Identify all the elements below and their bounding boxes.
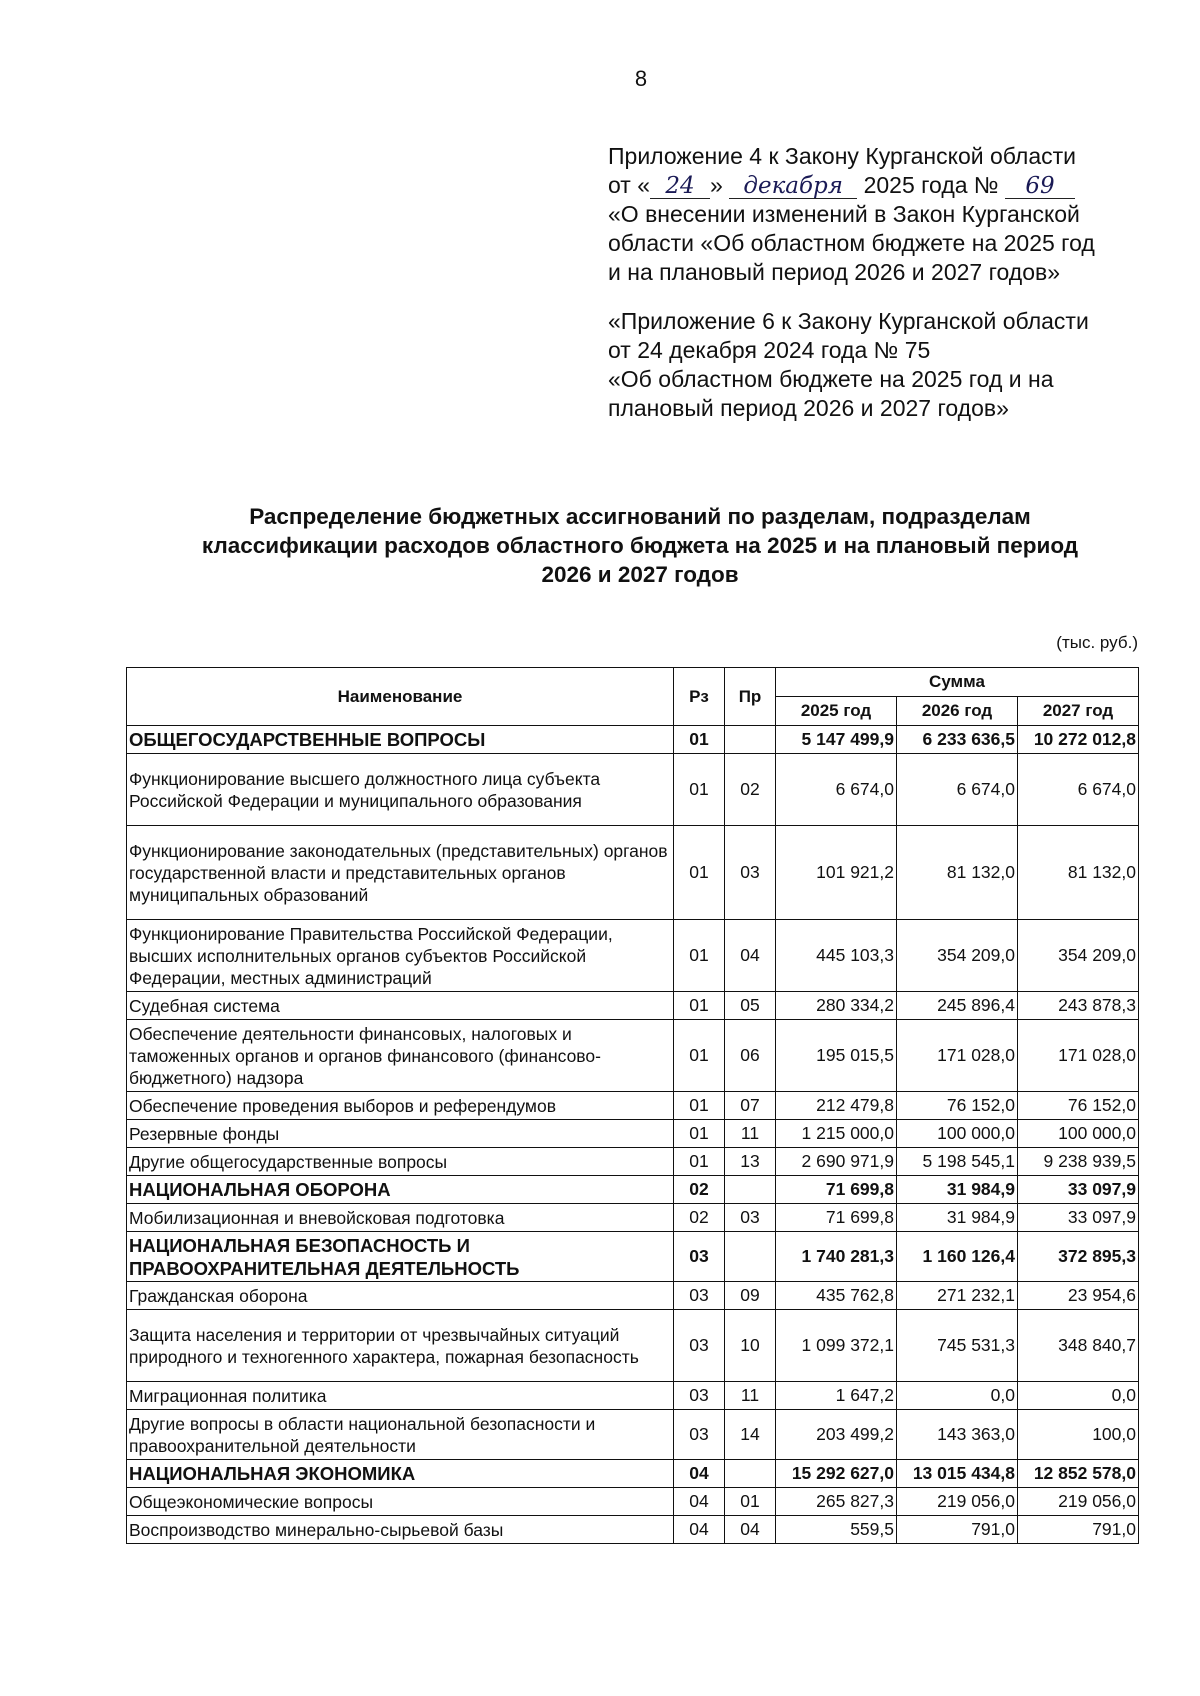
row-rz-cell: 03	[674, 1232, 725, 1282]
row-pr-cell: 01	[725, 1488, 776, 1516]
row-pr-cell	[725, 1232, 776, 1282]
row-name-cell: Судебная система	[127, 992, 674, 1020]
appendix-current-line4: области «Об областном бюджете на 2025 год	[608, 230, 1095, 256]
row-pr-cell: 04	[725, 1516, 776, 1544]
table-row	[127, 1176, 1139, 1204]
row-pr-cell	[725, 1460, 776, 1488]
units-label: (тыс. руб.)	[1056, 633, 1138, 652]
row-2025-cell: 71 699,8	[776, 1176, 897, 1204]
row-2026-cell: 271 232,1	[897, 1282, 1018, 1310]
row-pr-cell: 03	[725, 826, 776, 920]
row-2026-cell: 31 984,9	[897, 1204, 1018, 1232]
row-2026-cell: 31 984,9	[897, 1176, 1018, 1204]
row-2025-cell: 2 690 971,9	[776, 1148, 897, 1176]
row-pr-cell: 06	[725, 1020, 776, 1092]
row-name-cell: Функционирование высшего должностного лица субъекта Российской Федерации и муниципального образования	[127, 754, 674, 826]
table-row	[127, 1410, 1139, 1460]
row-name-cell: Другие вопросы в области национальной безопасности и правоохранительной деятельности	[127, 1410, 674, 1460]
row-2025-cell: 71 699,8	[776, 1204, 897, 1232]
row-2025-cell: 15 292 627,0	[776, 1460, 897, 1488]
table-row	[127, 1120, 1139, 1148]
table-row	[127, 726, 1139, 754]
appendix-original-block	[608, 307, 1148, 423]
row-pr-cell: 02	[725, 754, 776, 826]
page-number: 8	[634, 66, 648, 91]
appendix-current-line5: и на плановый период 2026 и 2027 годов»	[608, 259, 1060, 285]
row-name-cell: Воспроизводство минерально-сырьевой базы	[127, 1516, 674, 1544]
title-line2: классификации расходов областного бюджета на 2025 и на плановый период	[201, 533, 1079, 558]
row-2027-cell: 219 056,0	[1018, 1488, 1139, 1516]
row-rz-cell: 01	[674, 726, 725, 754]
row-pr-cell: 07	[725, 1092, 776, 1120]
row-2025-cell: 1 740 281,3	[776, 1232, 897, 1282]
row-rz-cell: 03	[674, 1382, 725, 1410]
row-rz-cell: 01	[674, 1148, 725, 1176]
header-2025: 2025 год	[776, 697, 897, 726]
row-2025-cell: 195 015,5	[776, 1020, 897, 1092]
row-rz-cell: 04	[674, 1460, 725, 1488]
handwritten-month: декабря	[729, 174, 857, 199]
table-row	[127, 1488, 1139, 1516]
row-rz-cell: 01	[674, 1092, 725, 1120]
date-year-text: 2025 года №	[863, 172, 999, 198]
table-row	[127, 1204, 1139, 1232]
row-name-cell: Мобилизационная и вневойсковая подготовка	[127, 1204, 674, 1232]
row-2027-cell: 33 097,9	[1018, 1176, 1139, 1204]
row-pr-cell: 09	[725, 1282, 776, 1310]
row-2027-cell: 6 674,0	[1018, 754, 1139, 826]
table-row	[127, 1092, 1139, 1120]
row-name-cell: Другие общегосударственные вопросы	[127, 1148, 674, 1176]
header-sum: Сумма	[776, 668, 1139, 697]
row-rz-cell: 03	[674, 1410, 725, 1460]
row-2027-cell: 791,0	[1018, 1516, 1139, 1544]
appendix-current-block	[608, 142, 1148, 287]
row-name-cell: НАЦИОНАЛЬНАЯ ЭКОНОМИКА	[127, 1460, 674, 1488]
table-row	[127, 920, 1139, 992]
row-pr-cell: 14	[725, 1410, 776, 1460]
header-2027: 2027 год	[1018, 697, 1139, 726]
row-2027-cell: 9 238 939,5	[1018, 1148, 1139, 1176]
table-row	[127, 1148, 1139, 1176]
row-2025-cell: 1 647,2	[776, 1382, 897, 1410]
appendix-current-line3: «О внесении изменений в Закон Курганской	[608, 201, 1080, 227]
handwritten-day: 24	[650, 174, 710, 199]
row-2027-cell: 100 000,0	[1018, 1120, 1139, 1148]
header-2026: 2026 год	[897, 697, 1018, 726]
row-2026-cell: 6 674,0	[897, 754, 1018, 826]
row-2025-cell: 1 099 372,1	[776, 1310, 897, 1382]
row-rz-cell: 02	[674, 1204, 725, 1232]
appendix-current-date-line	[608, 171, 1148, 200]
row-2026-cell: 143 363,0	[897, 1410, 1018, 1460]
row-pr-cell: 04	[725, 920, 776, 992]
handwritten-law-number: 69	[1005, 174, 1075, 199]
row-rz-cell: 04	[674, 1488, 725, 1516]
row-name-cell: Функционирование законодательных (представительных) органов государственной власти и представительных органов муниципальных образований	[127, 826, 674, 920]
row-2026-cell: 171 028,0	[897, 1020, 1018, 1092]
appendix-original-line1: «Приложение 6 к Закону Курганской области	[608, 308, 1089, 334]
row-2025-cell: 280 334,2	[776, 992, 897, 1020]
table-row	[127, 992, 1139, 1020]
row-name-cell: НАЦИОНАЛЬНАЯ ОБОРОНА	[127, 1176, 674, 1204]
row-2027-cell: 12 852 578,0	[1018, 1460, 1139, 1488]
table-row	[127, 1232, 1139, 1282]
table-row	[127, 1460, 1139, 1488]
table-row	[127, 1310, 1139, 1382]
row-2025-cell: 445 103,3	[776, 920, 897, 992]
row-name-cell: Общеэкономические вопросы	[127, 1488, 674, 1516]
row-pr-cell: 13	[725, 1148, 776, 1176]
row-name-cell: Резервные фонды	[127, 1120, 674, 1148]
row-pr-cell: 03	[725, 1204, 776, 1232]
table-row	[127, 826, 1139, 920]
title-line1: Распределение бюджетных ассигнований по разделам, подразделам	[249, 504, 1031, 529]
row-pr-cell: 11	[725, 1382, 776, 1410]
row-2025-cell: 1 215 000,0	[776, 1120, 897, 1148]
row-2025-cell: 6 674,0	[776, 754, 897, 826]
row-pr-cell	[725, 726, 776, 754]
table-row	[127, 754, 1139, 826]
row-rz-cell: 02	[674, 1176, 725, 1204]
row-2026-cell: 354 209,0	[897, 920, 1018, 992]
row-rz-cell: 01	[674, 992, 725, 1020]
row-name-cell: ОБЩЕГОСУДАРСТВЕННЫЕ ВОПРОСЫ	[127, 726, 674, 754]
row-2026-cell: 1 160 126,4	[897, 1232, 1018, 1282]
row-name-cell: Обеспечение проведения выборов и референдумов	[127, 1092, 674, 1120]
table-row	[127, 1020, 1139, 1092]
row-name-cell: Функционирование Правительства Российской Федерации, высших исполнительных органов субъектов Российской Федерации, местных администраций	[127, 920, 674, 992]
header-name: Наименование	[127, 668, 674, 726]
appendix-original-line3: «Об областном бюджете на 2025 год и на	[608, 366, 1054, 392]
row-2026-cell: 0,0	[897, 1382, 1018, 1410]
row-rz-cell: 01	[674, 826, 725, 920]
row-2027-cell: 0,0	[1018, 1382, 1139, 1410]
row-2027-cell: 372 895,3	[1018, 1232, 1139, 1282]
row-2025-cell: 435 762,8	[776, 1282, 897, 1310]
row-2026-cell: 745 531,3	[897, 1310, 1018, 1382]
row-name-cell: Миграционная политика	[127, 1382, 674, 1410]
row-pr-cell: 05	[725, 992, 776, 1020]
row-2027-cell: 10 272 012,8	[1018, 726, 1139, 754]
header-rz: Рз	[674, 668, 725, 726]
row-2026-cell: 81 132,0	[897, 826, 1018, 920]
row-2026-cell: 219 056,0	[897, 1488, 1018, 1516]
row-2026-cell: 791,0	[897, 1516, 1018, 1544]
date-prefix: от «	[608, 172, 651, 198]
budget-table	[126, 667, 1139, 1544]
row-pr-cell: 11	[725, 1120, 776, 1148]
row-pr-cell	[725, 1176, 776, 1204]
row-2026-cell: 245 896,4	[897, 992, 1018, 1020]
row-2026-cell: 6 233 636,5	[897, 726, 1018, 754]
row-2027-cell: 23 954,6	[1018, 1282, 1139, 1310]
row-rz-cell: 03	[674, 1310, 725, 1382]
row-2025-cell: 559,5	[776, 1516, 897, 1544]
row-name-cell: Защита населения и территории от чрезвычайных ситуаций природного и техногенного характера, пожарная безопасность	[127, 1310, 674, 1382]
table-row	[127, 1382, 1139, 1410]
row-rz-cell: 03	[674, 1282, 725, 1310]
table-body	[127, 726, 1139, 1544]
row-name-cell: Обеспечение деятельности финансовых, налоговых и таможенных органов и органов финансового (финансово-бюджетного) надзора	[127, 1020, 674, 1092]
row-rz-cell: 04	[674, 1516, 725, 1544]
table-row	[127, 1516, 1139, 1544]
header-pr: Пр	[725, 668, 776, 726]
row-2027-cell: 33 097,9	[1018, 1204, 1139, 1232]
row-2026-cell: 76 152,0	[897, 1092, 1018, 1120]
appendix-current-line1: Приложение 4 к Закону Курганской области	[608, 143, 1076, 169]
row-pr-cell: 10	[725, 1310, 776, 1382]
appendix-original-line4: плановый период 2026 и 2027 годов»	[608, 395, 1009, 421]
date-quote-close: »	[710, 172, 723, 198]
row-2027-cell: 76 152,0	[1018, 1092, 1139, 1120]
appendix-original-line2: от 24 декабря 2024 года № 75	[608, 337, 931, 363]
document-title	[120, 502, 1160, 589]
row-2025-cell: 265 827,3	[776, 1488, 897, 1516]
row-2026-cell: 5 198 545,1	[897, 1148, 1018, 1176]
row-name-cell: Гражданская оборона	[127, 1282, 674, 1310]
row-2026-cell: 13 015 434,8	[897, 1460, 1018, 1488]
row-2025-cell: 5 147 499,9	[776, 726, 897, 754]
row-rz-cell: 01	[674, 920, 725, 992]
table-row	[127, 1282, 1139, 1310]
row-2027-cell: 243 878,3	[1018, 992, 1139, 1020]
row-2026-cell: 100 000,0	[897, 1120, 1018, 1148]
title-line3: 2026 и 2027 годов	[541, 562, 739, 587]
row-2027-cell: 100,0	[1018, 1410, 1139, 1460]
row-2027-cell: 171 028,0	[1018, 1020, 1139, 1092]
row-2027-cell: 348 840,7	[1018, 1310, 1139, 1382]
row-name-cell: НАЦИОНАЛЬНАЯ БЕЗОПАСНОСТЬ И ПРАВООХРАНИТЕЛЬНАЯ ДЕЯТЕЛЬНОСТЬ	[127, 1232, 674, 1282]
row-rz-cell: 01	[674, 1020, 725, 1092]
row-2027-cell: 81 132,0	[1018, 826, 1139, 920]
row-rz-cell: 01	[674, 1120, 725, 1148]
row-2027-cell: 354 209,0	[1018, 920, 1139, 992]
row-rz-cell: 01	[674, 754, 725, 826]
row-2025-cell: 101 921,2	[776, 826, 897, 920]
row-2025-cell: 212 479,8	[776, 1092, 897, 1120]
row-2025-cell: 203 499,2	[776, 1410, 897, 1460]
